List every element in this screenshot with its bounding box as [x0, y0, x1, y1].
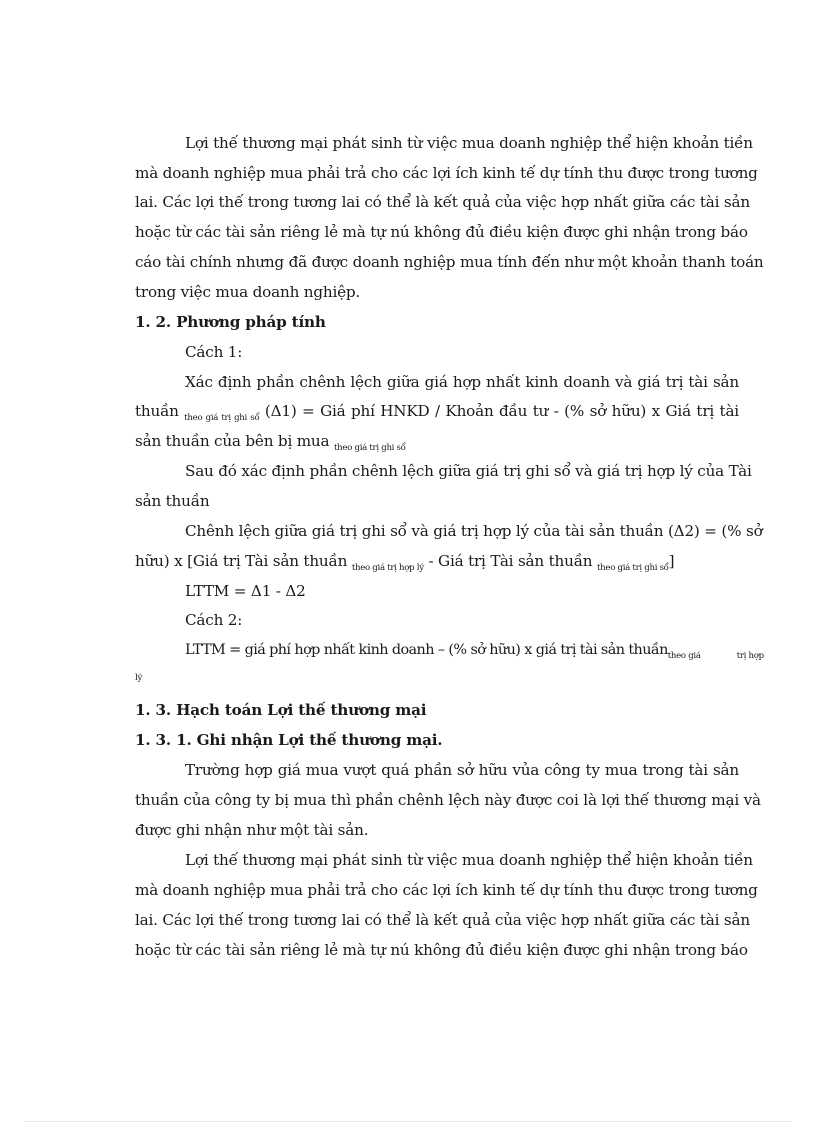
subscript: theo giá trị ghi sổ [334, 443, 406, 453]
paragraph-line: mà doanh nghiệp mua phải trả cho các lợi ích kinh tế dự tính thu được trong tương [135, 164, 758, 182]
paragraph-line: Lợi thế thương mại phát sinh từ việc mua doanh nghiệp thể hiện khoản tiền [185, 134, 753, 152]
method-label: Cách 1: [185, 343, 243, 361]
paragraph-line: trong việc mua doanh nghiệp. [135, 283, 361, 301]
section-heading: 1. 3. Hạch toán Lợi thế thương mại [135, 701, 427, 719]
subsection-heading: 1. 3. 1. Ghi nhận Lợi thế thương mại. [135, 731, 443, 749]
subscript: theo giá trị ghi sổ [597, 563, 669, 573]
paragraph-line: cáo tài chính nhưng đã được doanh nghiệp mua tính đến như một khoản thanh toán [135, 253, 764, 271]
formula-line: hữu) x [Giá trị Tài sản thuần $_{theo giá trị hợp lý}$ - Giá trị Tài sản thuần $_{theo giá trị ghi sổ}$] [135, 552, 675, 573]
paragraph-line: thuần của công ty bị mua thì phần chênh lệch này được coi là lợi thế thương mại và [135, 791, 761, 809]
subscript: theo giá [667, 651, 701, 661]
subscript-continuation: lý [135, 673, 143, 683]
paragraph-line: Trường hợp giá mua vượt quá phần sở hữu vủa công ty mua trong tài sản [185, 761, 739, 779]
formula-line: thuần $_{theo giá trị ghi sổ}$ (Δ1) = Giá phí HNKD / Khoản đầu tư - (% sở hữu) x Giá trị tài [135, 402, 739, 423]
paragraph-line: hoặc từ các tài sản riêng lẻ mà tự nú không đủ điều kiện được ghi nhận trong báo [135, 223, 748, 241]
paragraph-line: mà doanh nghiệp mua phải trả cho các lợi ích kinh tế dự tính thu được trong tương [135, 881, 758, 899]
formula-line: sản thuần của bên bị mua $_{theo giá trị ghi sổ}$ [135, 432, 406, 453]
paragraph-line: Xác định phần chênh lệch giữa giá hợp nhất kinh doanh và giá trị tài sản [185, 373, 739, 391]
formula-line: LTTM = Δ1 - Δ2 [185, 582, 306, 600]
method-label: Cách 2: [185, 611, 243, 629]
paragraph-line: lai. Các lợi thế trong tương lai có thể là kết quả của việc hợp nhất giữa các tài sản [135, 911, 750, 929]
section-heading: 1. 2. Phương pháp tính [135, 313, 326, 331]
paragraph-line: được ghi nhận như một tài sản. [135, 821, 369, 839]
page-bottom-border [25, 1121, 791, 1122]
paragraph-line: Sau đó xác định phần chênh lệch giữa giá trị ghi sổ và giá trị hợp lý của Tài [185, 462, 752, 480]
paragraph-line: lai. Các lợi thế trong tương lai có thể là kết quả của việc hợp nhất giữa các tài sản [135, 193, 750, 211]
subscript: trị hợp [736, 651, 764, 661]
subscript: theo giá trị hợp lý [351, 563, 424, 573]
paragraph-line: Chênh lệch giữa giá trị ghi sổ và giá trị hợp lý của tài sản thuần (Δ2) = (% sở [185, 522, 763, 540]
subscript: theo giá trị ghi sổ [184, 413, 260, 423]
paragraph-line: Lợi thế thương mại phát sinh từ việc mua doanh nghiệp thể hiện khoản tiền [185, 851, 753, 869]
paragraph-line: sản thuần [135, 492, 210, 510]
paragraph-line: hoặc từ các tài sản riêng lẻ mà tự nú không đủ điều kiện được ghi nhận trong báo [135, 941, 748, 959]
formula-line: LTTM = giá phí hợp nhất kinh doanh – (% sở hữu) x giá trị tài sản thuần$_{theo giá}$ $_{trị hợp}$ [185, 642, 764, 661]
